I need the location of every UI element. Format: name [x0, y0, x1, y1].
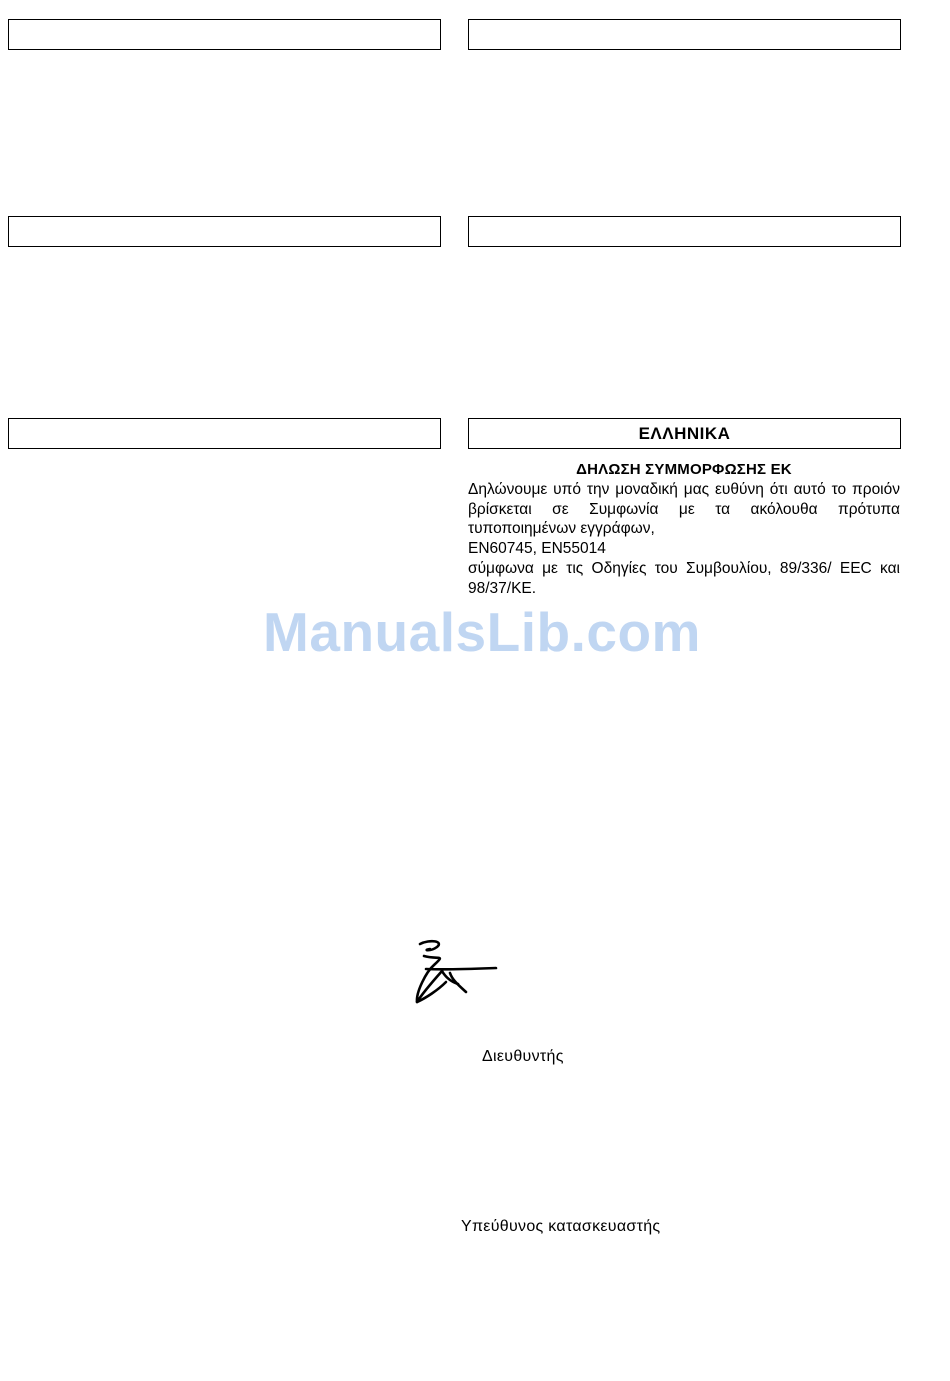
- section-heading-greek: ΕΛΛΗΝΙΚΑ: [638, 423, 731, 443]
- section-heading-box-top-left: [8, 19, 441, 50]
- declaration-standards: EN60745, EN55014: [468, 540, 606, 558]
- declaration-block: [468, 460, 900, 599]
- manufacturer-label: Υπεύθυνος κατασκευαστής: [461, 1218, 661, 1235]
- signature-image: [412, 938, 502, 1010]
- declaration-paragraph-2: σύμφωνα με τις Οδηγίες του Συμβουλίου, 89/336/ EEC και 98/37/ΚΕ.: [468, 559, 900, 597]
- section-heading-box-bottom-left: [8, 418, 441, 449]
- declaration-paragraph-1: Δηλώνουμε υπό την μοναδική μας ευθύνη ότι αυτό το προιόν βρίσκεται σε Συμφωνία με τα ακόλουθα πρότυπα τυποποιημένων εγγράφων,: [468, 480, 900, 538]
- section-heading-box-mid-right: [468, 216, 901, 247]
- director-label: Διευθυντής: [482, 1048, 564, 1065]
- section-heading-box-greek: [468, 418, 901, 449]
- section-heading-box-mid-left: [8, 216, 441, 247]
- declaration-title: ΔΗΛΩΣΗ ΣΥΜΜΟΡΦΩΣΗΣ ΕΚ: [576, 461, 792, 478]
- section-heading-box-top-right: [468, 19, 901, 50]
- watermark: ManualsLib.com: [263, 601, 701, 663]
